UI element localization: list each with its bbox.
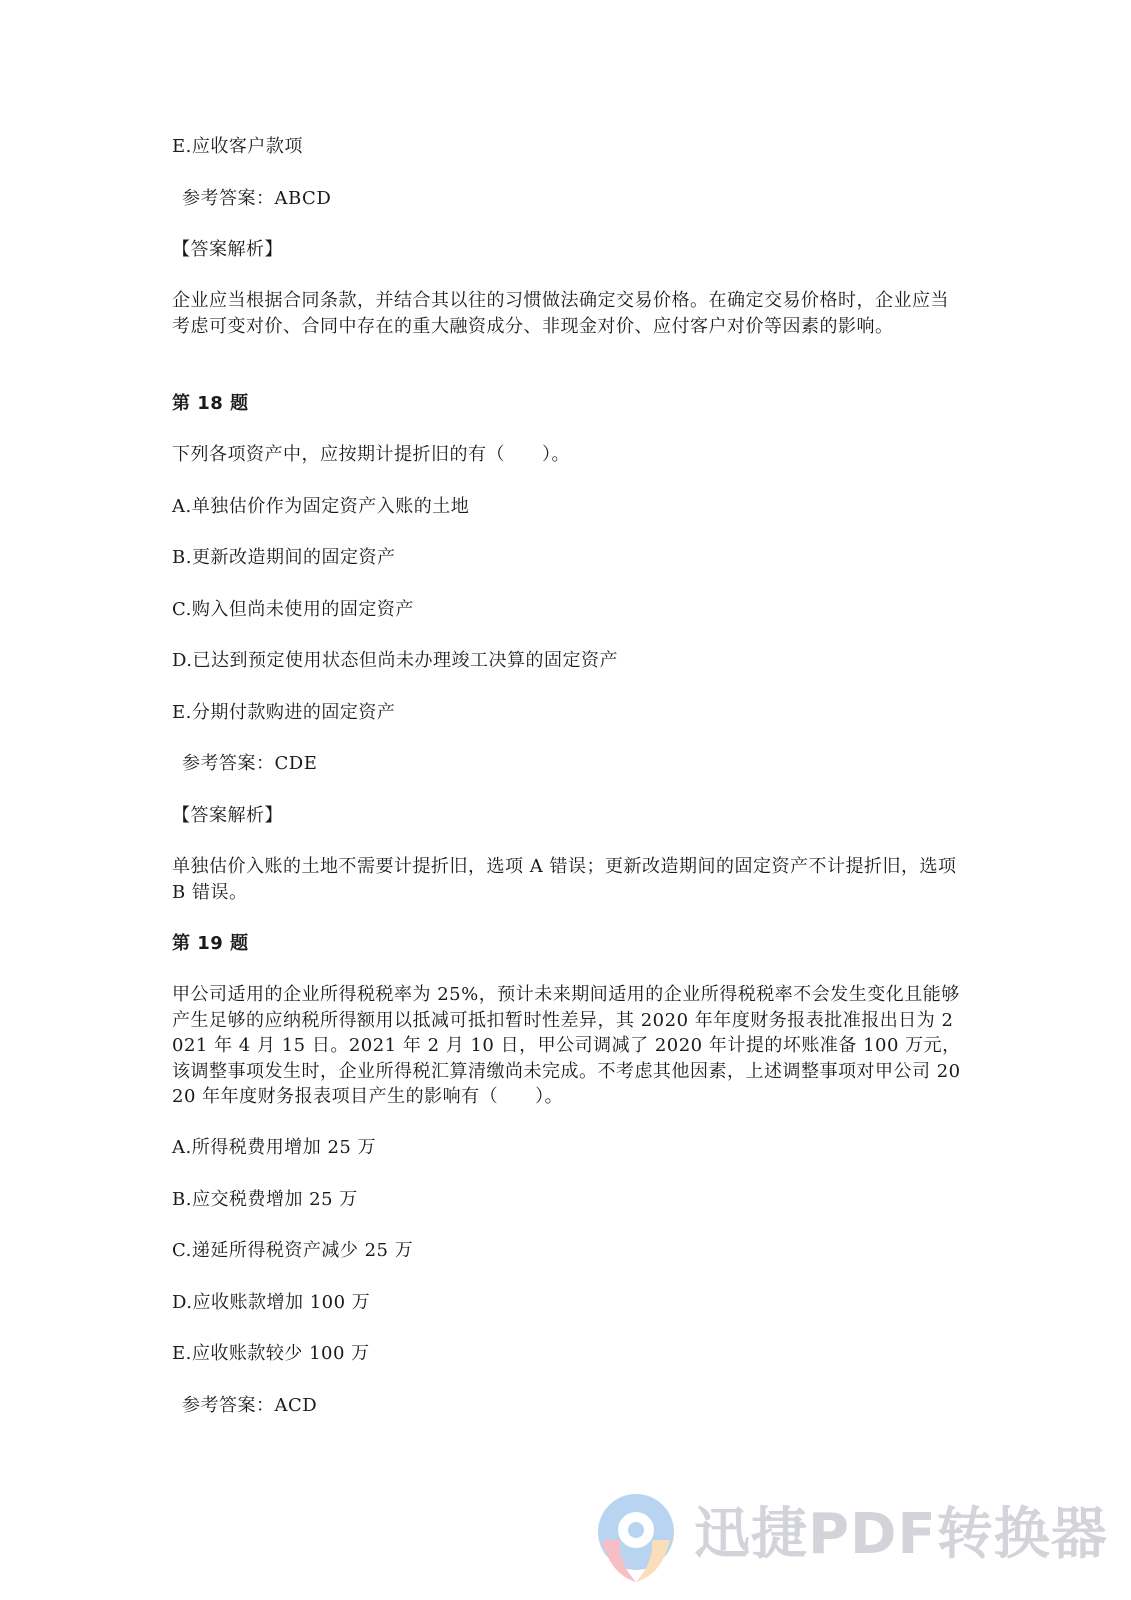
q19-title: 第 19 题 [172,933,249,954]
q18-option-d: D.已达到预定使用状态但尚未办理竣工决算的固定资产 [172,650,619,671]
pin-logo-icon [590,1488,682,1584]
q19-option-d: D.应收账款增加 100 万 [172,1292,371,1313]
q18-answer: 参考答案：CDE [182,753,318,774]
q19-option-e: E.应收账款较少 100 万 [172,1343,370,1364]
q17-analysis-text: 企业应当根据合同条款，并结合其以往的习惯做法确定交易价格。在确定交易价格时，企业应当考虑可变对价、合同中存在的重大融资成分、非现金对价、应付客户对价等因素的影响。 [172,290,949,337]
watermark [590,1488,1108,1588]
q19-question: 甲公司适用的企业所得税税率为 25%，预计未来期间适用的企业所得税税率不会发生变化且能够产生足够的应纳税所得额用以抵减可抵扣暂时性差异，其 2020 年年度财务报表批准报出日为 2021 年 4 月 15 日。2021 年 2 月 10 日，甲公司调减了 2020 年计提的坏账准备 100 万元，该调整事项发生时，企业所得税汇算清缴尚未完成。不考虑其他因素，上述调整事项对甲公司 2020 年年度财务报表项目产生的影响有（ ）。 [172,984,961,1107]
watermark-text: 迅捷PDF转换器 [694,1502,1108,1567]
q18-title: 第 18 题 [172,393,249,414]
q19-option-b: B.应交税费增加 25 万 [172,1189,358,1210]
q17-option-e: E.应收客户款项 [172,136,303,157]
q18-question: 下列各项资产中，应按期计提折旧的有（ ）。 [172,444,570,465]
q18-option-c: C.购入但尚未使用的固定资产 [172,599,414,620]
q17-answer: 参考答案：ABCD [182,188,332,209]
q18-analysis-text: 单独估价入账的土地不需要计提折旧，选项 A 错误；更新改造期间的固定资产不计提折旧，选项 B 错误。 [172,856,957,903]
q18-option-a: A.单独估价作为固定资产入账的土地 [172,496,470,517]
q19-option-a: A.所得税费用增加 25 万 [172,1137,377,1158]
q19-option-c: C.递延所得税资产减少 25 万 [172,1240,414,1261]
q18-option-b: B.更新改造期间的固定资产 [172,547,396,568]
q18-option-e: E.分期付款购进的固定资产 [172,702,396,723]
q18-analysis-title: 【答案解析】 [172,805,283,826]
q17-analysis-title: 【答案解析】 [172,239,283,260]
q19-answer: 参考答案：ACD [182,1395,318,1416]
